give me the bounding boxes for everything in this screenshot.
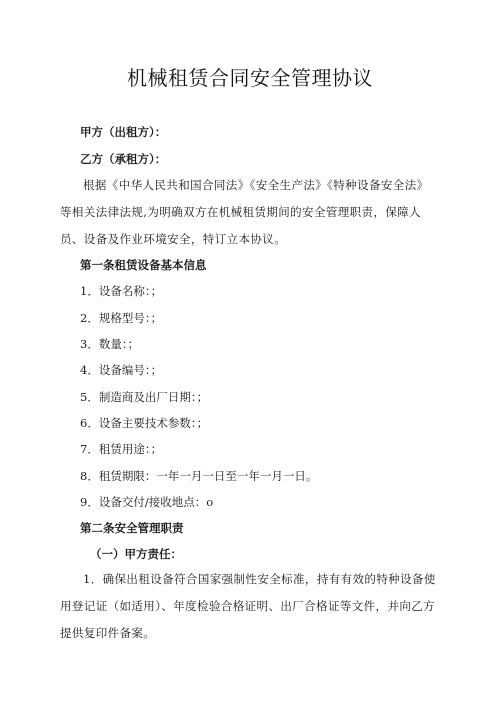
party-a-label: 甲方（出租方）： bbox=[80, 125, 167, 139]
party-b-label: 乙方（承租方）： bbox=[80, 152, 167, 166]
section-1-item: 7．租赁用途：； bbox=[80, 442, 163, 456]
document-title: 机械租赁合同安全管理协议 bbox=[127, 66, 373, 90]
section-2-heading: 第二条安全管理职责 bbox=[80, 521, 184, 535]
section-1-item: 8．租赁期限：一年一月一日至一年一月一日。 bbox=[80, 469, 318, 483]
subsection-a-heading: （一）甲方责任： bbox=[90, 547, 182, 561]
intro-paragraph: 根据《中华人民共和国合同法》《安全生产法》《特种设备安全法》等相关法律法规,为明确双方在机械租赁期间的安全管理职责，保障人员、设备及作业环境安全，特订立本协议。 bbox=[60, 178, 429, 246]
section-1-heading: 第一条租赁设备基本信息 bbox=[80, 258, 207, 272]
section-1-item: 6．设备主要技术参数：； bbox=[80, 416, 209, 430]
section-1-item: 1．设备名称：； bbox=[80, 284, 163, 298]
section-1-item: 5．制造商及出厂日期：； bbox=[80, 390, 209, 404]
section-1-item: 9．设备交付/接收地点：o bbox=[80, 495, 214, 509]
section-1-item: 4．设备编号：； bbox=[80, 363, 163, 377]
section-1-item: 3．数量：； bbox=[80, 337, 140, 351]
duty-1-paragraph: 1．确保出租设备符合国家强制性安全标准，持有有效的特种设备使用登记证（如适用）、年度检验合格证明、出厂合格证等文件，并向乙方提供复印件备案。 bbox=[60, 572, 436, 640]
section-1-item: 2．规格型号：； bbox=[80, 311, 163, 325]
